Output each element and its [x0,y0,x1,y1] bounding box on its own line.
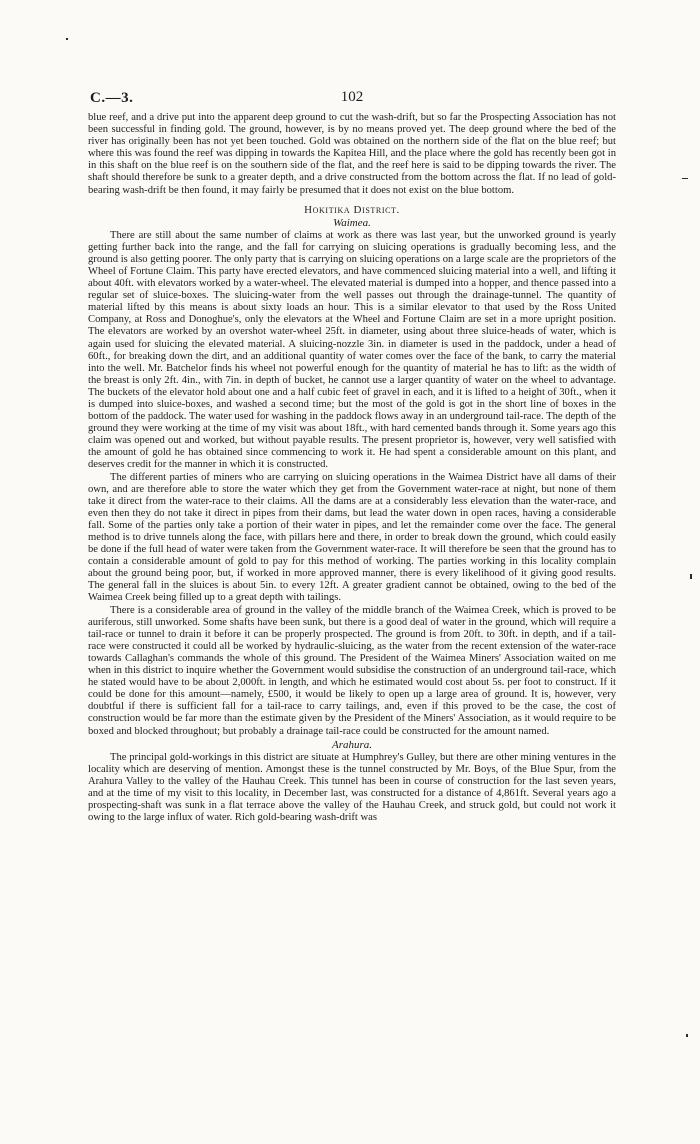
scan-mark [66,38,68,40]
paragraph-waimea-claims: There are still about the same number of claims at work as there was last year, but the unworked ground is yearly getting further back into the range, and the fall for carrying on sluicing operations is gradually becoming less, and the ground is also getting poorer. The only party that is carrying on sluicing operations on a large scale are the proprietors of the Wheel of Fortune Claim. This party have erected elevators, and have commenced sluicing material into a well, and lifting it about 40ft. with elevators worked by a water-wheel. The elevated material is dumped into a hopper, and thence passed into a regular set of sluice-boxes. The sluicing-water from the well passes out through the drainage-tunnel. The quantity of material lifted by this means is about sixty loads an hour. This is a similar elevator to that used by the Ross United Company, at Ross and Donoghue's, only the elevators at the Wheel and Fortune Claim are set in a more upright position. The elevators are worked by an overshot water-wheel 25ft. in diameter, using about three sluice-heads of water, which is again used for sluicing the elevated material. A sluicing-nozzle 3in. in diameter is used in the paddock, under a head of 60ft., for breaking down the dirt, and an additional quantity of water comes over the face of the bank, to carry the material into the well. Mr. Batchelor finds his wheel not powerful enough for the quantity of material he has to lift: as the width of the breast is only 2ft. 4in., with 7in. in depth of bucket, he cannot use a larger quantity of water on the wheel to advantage. The buckets of the elevator hold about one and a half cubic feet of gravel in each, and it is lifted to a height of 30ft., when it is dumped into sluice-boxes, and washed a second time; but the most of the gold is got in the short line of boxes in the bottom of the paddock. The water used for washing in the paddock flows away in an underground tail-race. The depth of the ground they were working at the time of my visit was about 18ft., with hard cemented bands through it. Some years ago this claim was opened out and worked, but without payable results. The present proprietor is, however, very well satisfied with the amount of gold he has obtained since commencing to work it. He had spent a considerable amount on this plant, and deserves credit for the manner in which it is constructed. [88,229,616,471]
scan-mark [690,574,692,579]
subheading-arahura: Arahura. [331,738,373,751]
section-heading-hokitika: Hokitika District. [304,203,400,216]
scan-mark [682,178,688,179]
paragraph-waimea-creek: There is a considerable area of ground in the valley of the middle branch of the Waimea Creek, which is proved to be auriferous, still unworked. Some shafts have been sunk, but there is a good deal of water in the ground, which will require a tail-race or tunnel to drain it before it can be properly prospected. The ground is from 20ft. to 30ft. in depth, and if a tail-race were constructed it could all be worked by hydraulic-sluicing, as the water from the recent extension of the water-race towards Callaghan's commands the whole of this ground. The President of the Waimea Miners' Association waited on me when in this district to inquire whether the Government would subsidise the construction of an underground tail-race, which he stated would have to be about 2,000ft. in length, and which he estimated would cost about 5s. per foot to construct. If it could be done for this amount—namely, £500, it would be likely to open up a large area of ground. It is, however, very doubtful if there is sufficient fall for a tail-race to carry tailings, and, even if this proved to be the case, the cost of construction would be far more than the estimate given by the President of the Miners' Association, as it would require to be boxed and blocked throughout; but probably a drainage tail-race could be constructed for the amount named. [88,604,616,737]
page-number: 102 [340,89,364,105]
paragraph-prospecting: blue reef, and a drive put into the apparent deep ground to cut the wash-drift, but so far the Prospecting Association has not been successful in finding gold. The ground, however, is by no means proved yet. The deep ground where the bed of the river has originally been has not yet been touched. Gold was obtained on the northern side of the flat on the blue reef; but where this was found the reef was dipping in towards the Kapitea Hill, and the place where the gold has recently been got in in this shaft on the blue reef is on the southern side of the flat, and the reef here is said to be dipping towards the river. The shaft should therefore be sunk to a greater depth, and a drive constructed from the bottom across the flat. If no lead of gold-bearing wash-drift be then found, it may fairly be presumed that it does not exist on the blue bottom. [88,112,616,196]
paragraph-waimea-dams: The different parties of miners who are carrying on sluicing operations in the Waimea District have all dams of their own, and are therefore able to store the water which they get from the Government water-race at night, but none of them take it direct from the water-race to their claims. All the dams are at a considerably less elevation than the water-race, and even then they do not take it direct in pipes from their dams, but lead the water down in open races, having a considerable fall. Some of the parties only take a portion of their water in pipes, and let the remainder come over the face. The general method is to drive tunnels along the face, with pillars here and there, in order to break down the ground, which could easily be done if the full head of water were taken from the Government water-race. It will therefore be seen that the ground has to contain a considerable amount of gold to pay for this method of working. The parties working in this locality complain about the ground being poor, but, if worked in more approved manner, there is every likelihood of it giving good results. The general fall in the sluices is about 5in. to every 12ft. A greater gradient cannot be obtained, owing to the bed of the Waimea Creek being filled up to a great depth with tailings. [88,471,616,604]
document-page [88,86,616,824]
page-header [88,86,616,112]
paragraph-arahura: The principal gold-workings in this district are situate at Humphrey's Gulley, but there are other mining ventures in the locality which are deserving of mention. Amongst these is the tunnel constructed by Mr. Boys, of the Blue Spur, from the Arahura Valley to the valley of the Hauhau Creek. This tunnel has been in course of construction for the last seven years, and at the time of my visit to this locality, in December last, was constructed for a distance of 4,861ft. Several years ago a prospecting-shaft was sunk in a flat terrace above the valley of the Hauhau Creek, and struck gold, but could not work it owing to the large influx of water. Rich gold-bearing wash-drift was [88,751,616,824]
document-code: C.—3. [90,90,134,106]
scan-mark [686,1034,688,1037]
subheading-waimea: Waimea. [333,216,371,229]
